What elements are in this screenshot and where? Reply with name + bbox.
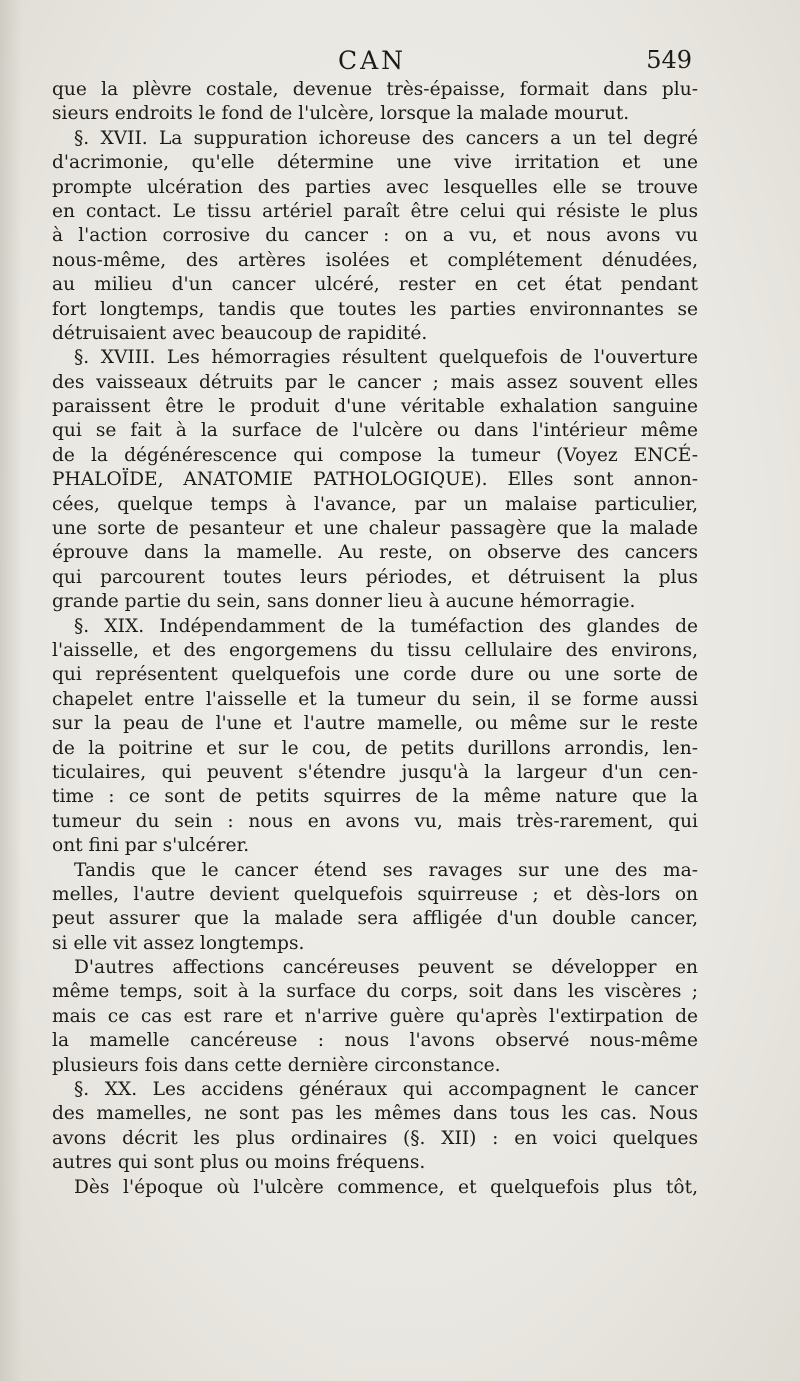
text-line: fort longtemps, tandis que toutes les parties environnantes se bbox=[52, 298, 698, 320]
text-line: une sorte de pesanteur et une chaleur passagère que la malade bbox=[52, 518, 698, 540]
text-line: éprouve dans la mamelle. Au reste, on observe des cancers bbox=[52, 542, 698, 564]
page-number: 549 bbox=[646, 46, 692, 74]
text-line: nous-même, des artères isolées et complétement dénudées, bbox=[52, 249, 698, 271]
text-line: §. XX. Les accidens généraux qui accompagnent le cancer bbox=[74, 1079, 698, 1101]
text-line: sieurs endroits le fond de l'ulcère, lorsque la malade mourut. bbox=[52, 103, 630, 125]
text-line: qui parcourent toutes leurs périodes, et détruisent la plus bbox=[52, 566, 698, 588]
text-line: en contact. Le tissu artériel paraît être celui qui résiste le plus bbox=[52, 200, 698, 222]
text-line: de la dégénérescence qui compose la tumeur (Voyez ENCÉ- bbox=[52, 444, 698, 466]
text-line: l'aisselle, et des engorgemens du tissu cellulaire des environs, bbox=[52, 639, 698, 661]
text-line: melles, l'autre devient quelquefois squirreuse ; et dès-lors on bbox=[52, 883, 698, 905]
text-line: peut assurer que la malade sera affligée d'un double cancer, bbox=[52, 908, 698, 930]
text-line: D'autres affections cancéreuses peuvent se développer en bbox=[74, 957, 698, 979]
text-line: grande partie du sein, sans donner lieu à aucune hémorragie. bbox=[52, 591, 636, 613]
text-line: plusieurs fois dans cette dernière circonstance. bbox=[52, 1054, 501, 1076]
text-line: §. XVIII. Les hémorragies résultent quelquefois de l'ouverture bbox=[74, 347, 698, 369]
text-line: cées, quelque temps à l'avance, par un malaise particulier, bbox=[52, 493, 698, 515]
text-line: au milieu d'un cancer ulcéré, rester en cet état pendant bbox=[52, 274, 698, 296]
text-line: PHALOÏDE, ANATOMIE PATHOLOGIQUE). Elles sont annon- bbox=[52, 469, 698, 491]
text-line: paraissent être le produit d'une véritable exhalation sanguine bbox=[52, 396, 698, 418]
text-line: sur la peau de l'une et l'autre mamelle, ou même sur le reste bbox=[52, 713, 698, 735]
text-line: Dès l'époque où l'ulcère commence, et quelquefois plus tôt, bbox=[74, 1176, 698, 1198]
text-line: à l'action corrosive du cancer : on a vu, et nous avons vu bbox=[52, 225, 698, 247]
text-line: time : ce sont de petits squirres de la même nature que la bbox=[52, 786, 698, 808]
text-line: qui représentent quelquefois une corde dure ou une sorte de bbox=[52, 664, 698, 686]
text-line: autres qui sont plus ou moins fréquens. bbox=[52, 1152, 426, 1174]
text-line: ticulaires, qui peuvent s'étendre jusqu'à la largeur d'un cen- bbox=[52, 761, 698, 783]
text-line: mais ce cas est rare et n'arrive guère qu'après l'extirpation de bbox=[52, 1005, 698, 1027]
running-title: CAN bbox=[338, 46, 407, 75]
text-line: même temps, soit à la surface du corps, soit dans les viscères ; bbox=[52, 981, 698, 1003]
binding-shadow bbox=[0, 0, 22, 1381]
text-line: des vaisseaux détruits par le cancer ; mais assez souvent elles bbox=[52, 371, 698, 393]
text-line: tumeur du sein : nous en avons vu, mais très-rarement, qui bbox=[52, 810, 698, 832]
text-line: prompte ulcération des parties avec lesquelles elle se trouve bbox=[52, 176, 698, 198]
text-line: §. XIX. Indépendamment de la tuméfaction des glandes de bbox=[74, 615, 698, 637]
text-line: si elle vit assez longtemps. bbox=[52, 932, 305, 954]
text-line: d'acrimonie, qu'elle détermine une vive irritation et une bbox=[52, 152, 698, 174]
text-line: ont fini par s'ulcérer. bbox=[52, 835, 250, 857]
body-text bbox=[52, 78, 698, 1200]
text-line: avons décrit les plus ordinaires (§. XII) : en voici quelques bbox=[52, 1127, 698, 1149]
text-line: §. XVII. La suppuration ichoreuse des cancers a un tel degré bbox=[74, 127, 698, 149]
text-line: Tandis que le cancer étend ses ravages sur une des ma- bbox=[74, 859, 698, 881]
text-line: de la poitrine et sur le cou, de petits durillons arrondis, len- bbox=[52, 737, 698, 759]
text-line: détruisaient avec beaucoup de rapidité. bbox=[52, 322, 428, 344]
text-line: la mamelle cancéreuse : nous l'avons observé nous-même bbox=[52, 1030, 698, 1052]
text-line: que la plèvre costale, devenue très-épaisse, formait dans plu- bbox=[52, 79, 698, 100]
text-line: chapelet entre l'aisselle et la tumeur du sein, il se forme aussi bbox=[52, 688, 698, 710]
text-line: des mamelles, ne sont pas les mêmes dans tous les cas. Nous bbox=[52, 1103, 698, 1125]
text-line: qui se fait à la surface de l'ulcère ou dans l'intérieur même bbox=[52, 420, 698, 442]
